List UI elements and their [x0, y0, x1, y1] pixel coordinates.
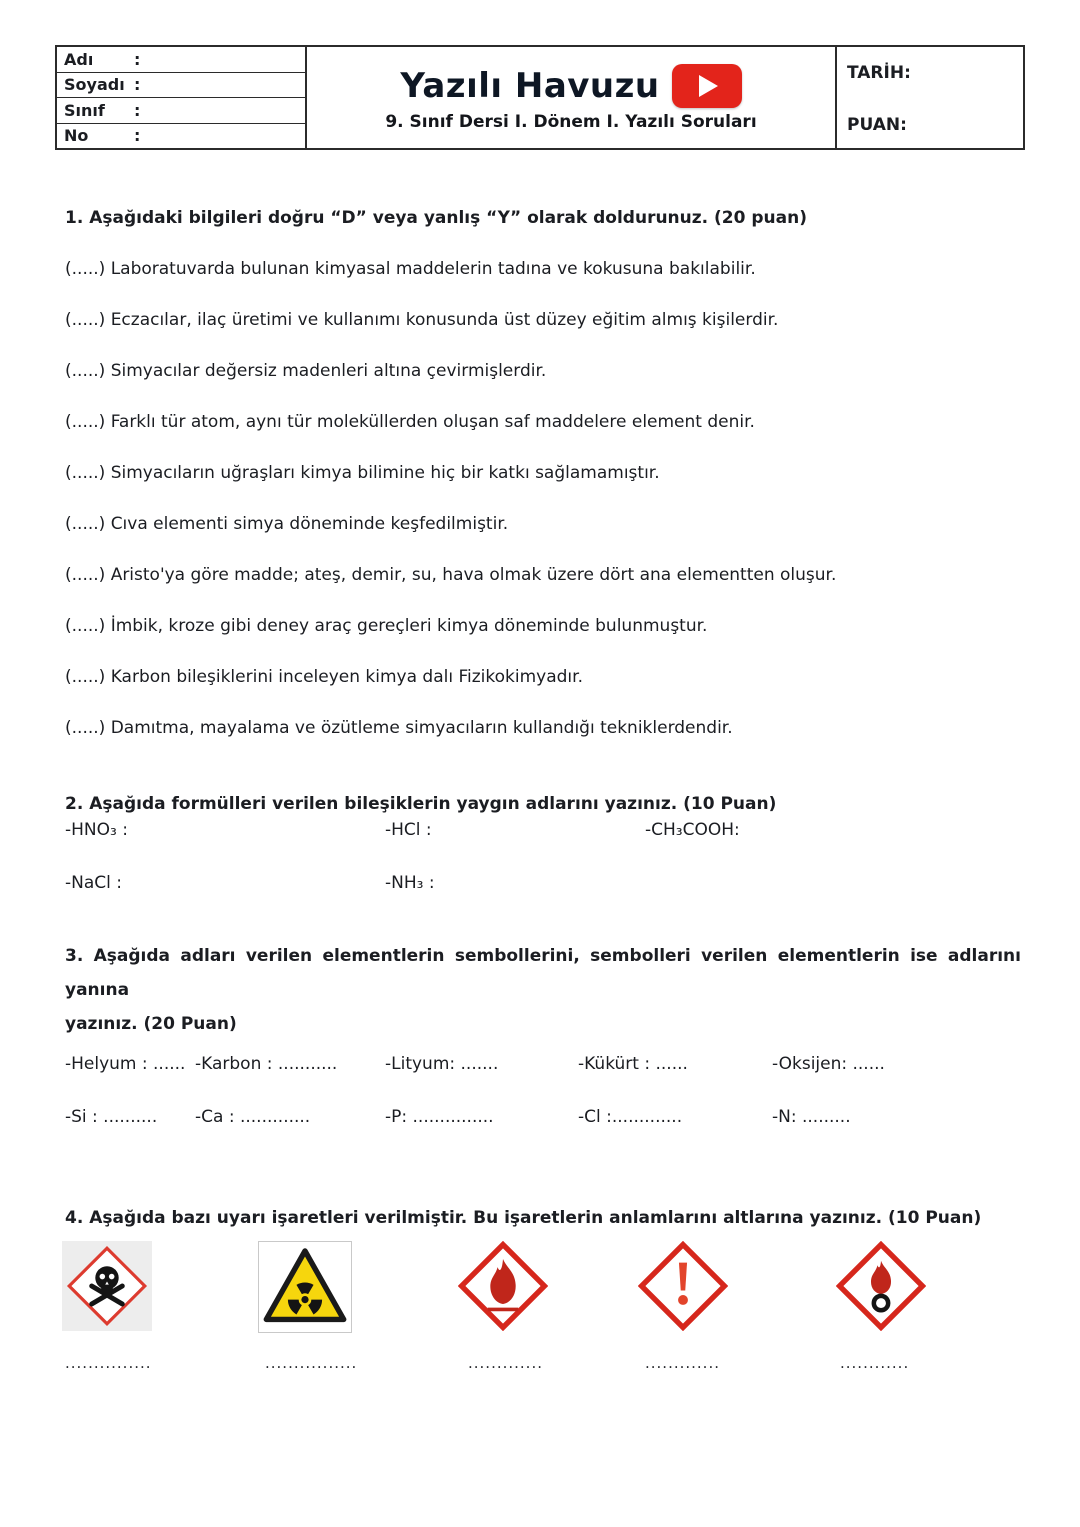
field-label: Adı: [64, 49, 94, 69]
q3-symbol-p: -P: ...............: [385, 1107, 494, 1127]
hazard-answer-blank-1: ...............: [65, 1354, 152, 1372]
hazard-answer-blank-5: ............: [840, 1354, 910, 1372]
question-3-title-line2: yazınız. (20 Puan): [65, 1014, 237, 1034]
q3-element-helyum: -Helyum : ......: [65, 1054, 186, 1074]
q2-formula-hno3: -HNO₃ :: [65, 820, 128, 840]
q3-symbol-ca: -Ca : .............: [195, 1107, 311, 1127]
student-field-soyadi: [57, 73, 305, 99]
question-1-title: 1. Aşağıdaki bilgileri doğru “D” veya yanlış “Y” olarak doldurunuz. (20 puan): [65, 208, 807, 228]
q3-row-1: [55, 1053, 1025, 1075]
field-colon: :: [134, 100, 141, 120]
q1-statement-10: (.....) Damıtma, mayalama ve özütleme simyacıların kullandığı tekniklerdendir.: [65, 718, 733, 738]
logo-area: [307, 47, 835, 148]
play-button-icon: [672, 64, 742, 108]
q1-statement-7: (.....) Aristo'ya göre madde; ateş, demir, su, hava olmak üzere dört ana elementten oluşur.: [65, 565, 837, 585]
field-colon: :: [134, 126, 141, 146]
hazard-answers-row: [55, 1354, 1025, 1380]
q1-statement-9: (.....) Karbon bileşiklerini inceleyen kimya dalı Fizikokimyadır.: [65, 667, 583, 687]
radioactive-icon: [258, 1241, 352, 1333]
q1-statement-2: (.....) Eczacılar, ilaç üretimi ve kullanımı konusunda üst düzey eğitim almış kişilerdir.: [65, 310, 779, 330]
field-colon: :: [134, 49, 141, 69]
toxic-skull-icon: [62, 1241, 152, 1331]
q1-statement-8: (.....) İmbik, kroze gibi deney araç gereçleri kimya döneminde bulunmuştur.: [65, 616, 708, 636]
q2-formula-nh3: -NH₃ :: [385, 873, 435, 893]
exclamation-warning-icon: [638, 1241, 728, 1331]
student-field-adi: [57, 47, 305, 73]
q3-element-karbon: -Karbon : ...........: [195, 1054, 338, 1074]
q1-statement-5: (.....) Simyacıların uğraşları kimya bilimine hiç bir katkı sağlamamıştır.: [65, 463, 660, 483]
date-label: TARİH:: [847, 63, 911, 83]
q3-symbol-cl: -Cl :.............: [578, 1107, 683, 1127]
question-3: [55, 939, 1025, 1128]
field-label: Sınıf: [64, 100, 105, 120]
field-label: Soyadı: [64, 75, 125, 95]
q2-formula-nacl: -NaCl :: [65, 873, 122, 893]
q2-formula-hcl: -HCl :: [385, 820, 432, 840]
q1-statement-4: (.....) Farklı tür atom, aynı tür moleküllerden oluşan saf maddelere element denir.: [65, 412, 755, 432]
q2-formula-ch3cooh: -CH₃COOH:: [645, 820, 740, 840]
q2-row-1: [55, 819, 1025, 841]
q1-statement-6: (.....) Cıva elementi simya döneminde keşfedilmiştir.: [65, 514, 509, 534]
logo-text: Yazılı Havuzu: [400, 65, 660, 106]
question-2: [55, 793, 1025, 894]
hazard-answer-blank-2: ................: [265, 1354, 358, 1372]
q1-statement-3: (.....) Simyacılar değersiz madenleri altına çevirmişlerdir.: [65, 361, 547, 381]
question-2-title: 2. Aşağıda formülleri verilen bileşiklerin yaygın adlarını yazınız. (10 Puan): [65, 794, 777, 814]
hazard-answer-blank-3: .............: [468, 1354, 543, 1372]
hazard-answer-blank-4: .............: [645, 1354, 720, 1372]
q3-row-2: [55, 1106, 1025, 1128]
field-colon: :: [134, 75, 141, 95]
q3-element-oksijen: -Oksijen: ......: [772, 1054, 885, 1074]
q3-element-lityum: -Lityum: .......: [385, 1054, 499, 1074]
question-4-title: 4. Aşağıda bazı uyarı işaretleri verilmiştir. Bu işaretlerin anlamlarını altlarına yazınız. (10 Puan): [65, 1208, 982, 1228]
question-3-title-line1: 3. Aşağıda adları verilen elementlerin sembollerini, sembolleri verilen elementlerin ise adlarını yanına: [65, 946, 1021, 1000]
flammable-icon: [458, 1241, 548, 1331]
score-label: PUAN:: [847, 115, 907, 135]
question-1: [55, 207, 1025, 739]
q2-row-2: [55, 872, 1025, 894]
header: [55, 45, 1025, 150]
student-field-sinif: [57, 98, 305, 124]
exam-subtitle: 9. Sınıf Dersi I. Dönem I. Yazılı Soruları: [385, 111, 757, 132]
logo-row: [400, 64, 741, 108]
student-info-table: [57, 47, 307, 148]
q3-element-kukurt: -Kükürt : ......: [578, 1054, 688, 1074]
field-label: No: [64, 126, 89, 146]
q1-statement-1: (.....) Laboratuvarda bulunan kimyasal maddelerin tadına ve kokusuna bakılabilir.: [65, 259, 756, 279]
q3-symbol-si: -Si : ..........: [65, 1107, 158, 1127]
oxidizer-icon: [836, 1241, 926, 1331]
q3-symbol-n: -N: .........: [772, 1107, 851, 1127]
play-triangle-icon: [699, 75, 718, 97]
student-field-no: [57, 124, 305, 149]
hazard-symbols-row: [55, 1241, 1025, 1336]
question-4: [55, 1207, 1025, 1380]
header-right: [835, 47, 1023, 148]
